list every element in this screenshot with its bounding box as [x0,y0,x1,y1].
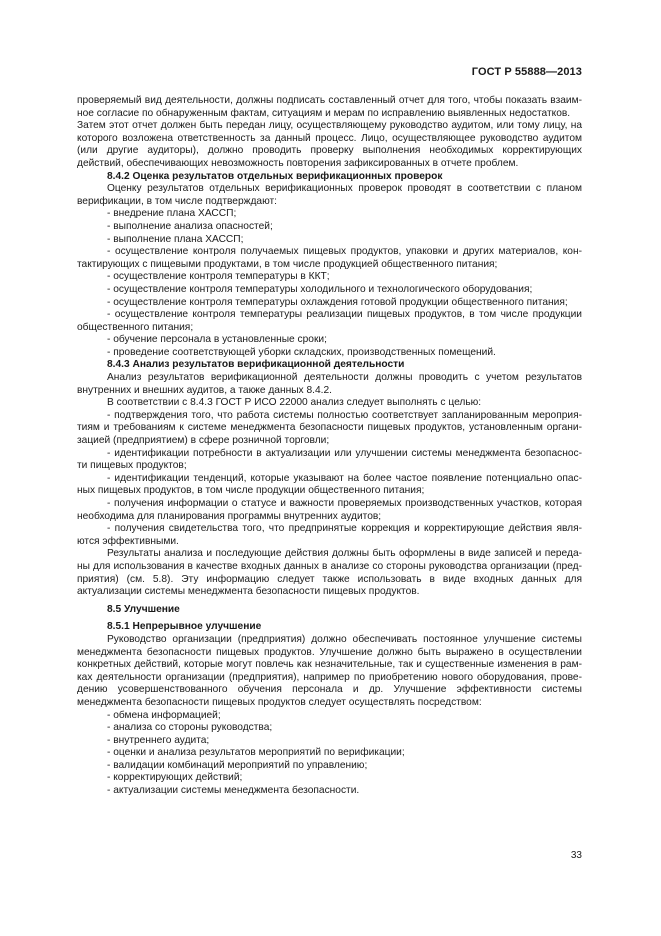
text-line: приятия) (см. 5.8). Эту информацию следует также использовать в виде входных данных для [77,573,582,585]
text-line: актуализации системы менеджмента безопасности пищевых продуктов. [77,586,420,598]
text-line: конкретных действий, которые могут повлечь как незначительные, так и существенные изменения в рам- [77,659,582,671]
text-line: Затем этот отчет должен быть передан лицу, осуществляющему руководство аудитом, или тому лицу, на [77,120,582,132]
text-line: - обучение персонала в установленные сроки; [107,334,327,346]
text-line: - получения свидетельства того, что предпринятые коррекция и корректирующие действия явля- [107,523,582,535]
text-line: - оценки и анализа результатов мероприятий по верификации; [107,747,405,759]
text-line: ются эффективными. [77,535,179,547]
text-line: - получения информации о статусе и важности проверяемых производственных участков, которая [107,498,582,509]
text-line: В соответствии с 8.4.3 ГОСТ Р ИСО 22000 анализ следует выполнять с целью: [107,397,482,409]
text-line: - осуществление контроля температуры реализации пищевых продуктов, в том числе продукции [107,309,582,321]
text-line: тактирующих с пищевыми продуктами, в том числе продукцией общественного питания; [77,258,498,270]
text-line: - внедрение плана ХАССП; [107,208,237,220]
text-line: ных пищевых продуктов, в том числе продукции общественного питания; [77,485,425,497]
text-line: - подтверждения того, что работа системы полностью соответствует запланированным мероприя- [107,409,582,421]
text-line: действий, обеспечивающих невозможность повторения зафиксированных в отчете проблем. [77,157,519,169]
text-line: - корректирующих действий; [107,772,243,784]
text-line: ное согласие по обнаруженным фактам, ситуациям и мерам по исправлению выявленных недостатков. [77,107,571,119]
standard-header: ГОСТ Р 55888—2013 [471,66,582,78]
text-line: Анализ результатов верификационной деятельности должны проводить с учетом результатов [107,372,582,384]
text-line: - валидации комбинаций мероприятий по управлению; [107,759,368,771]
text-line: Результаты анализа и последующие действия должны быть оформлены в виде записей и переда- [107,548,582,560]
section-heading: 8.5 Улучшение [107,603,180,615]
text-line: - осуществление контроля температуры охлаждения готовой продукции общественного питания; [107,296,568,308]
text-line: ках деятельности организации (предприятия), например по приобретению нового оборудования, прове- [77,671,582,683]
text-line: ти пищевых продуктов; [77,460,187,472]
text-line: проверяемый вид деятельности, должны подписать составленный отчет для того, чтобы показать взаим- [77,95,582,106]
text-line: (или другие аудиторы), должно проводить проверку выполнения необходимых корректирующих [77,145,582,157]
text-line: - выполнение анализа опасностей; [107,220,273,232]
text-line: - актуализации системы менеджмента безопасности. [107,785,360,797]
section-heading: 8.4.2 Оценка результатов отдельных верификационных проверок [107,170,443,182]
text-line: - идентификации потребности в актуализации или улучшении системы менеджмента безопаснос- [107,447,582,459]
text-line: - идентификации тенденций, которые указывают на более частое появление потенциально опас- [107,472,582,484]
text-line: которого возложена ответственность за данный процесс. Лицо, осуществляющее руководство аудитом [77,132,582,144]
page-number: 33 [570,850,582,861]
text-line: - проведение соответствующей уборки складских, производственных помещений. [107,346,496,358]
text-line: - обмена информацией; [107,709,221,721]
text-line: внутренних и внешних аудитов, а также данных 8.4.2. [77,384,332,396]
text-line: Оценку результатов отдельных верификационных проверок проводят в соответствии с планом [107,183,582,195]
text-line: - осуществление контроля температуры холодильного и технологического оборудования; [107,283,533,295]
text-line: зацией (предприятием) в сфере розничной торговли; [77,435,330,447]
text-line: менеджмента безопасности пищевых продуктов следует осуществлять посредством: [77,696,482,708]
text-line: необходима для планирования программы внутренних аудитов; [77,510,382,522]
section-heading: 8.5.1 Непрерывное улучшение [107,621,262,633]
text-line: ны для использования в качестве входных данных в анализе со стороны руководства организации (пред- [77,560,582,572]
text-line: - внутреннего аудита; [107,734,210,746]
text-line: - осуществление контроля температуры в ККТ; [107,271,330,283]
text-line: верификации, в том числе подтверждают: [77,195,277,207]
text-line: дению усовершенствованного обучения персонала и др. Улучшение эффективности системы [77,684,582,696]
text-line: общественного питания; [77,321,194,333]
text-line: тиям и требованиям к системе менеджмента безопасности пищевых продуктов, установленным органи- [77,422,582,434]
text-line: Руководство организации (предприятия) должно обеспечивать постоянное улучшение системы [107,633,582,645]
text-line: менеджмента безопасности пищевых продуктов. Улучшение должно быть выражено в осуществлении [77,646,582,658]
section-heading: 8.4.3 Анализ результатов верификационной деятельности [107,359,405,371]
document-body [77,95,582,798]
text-line: - осуществление контроля получаемых пищевых продуктов, упаковки и других материалов, кон- [107,246,582,258]
text-line: - анализа со стороны руководства; [107,722,273,734]
text-line: - выполнение плана ХАССП; [107,233,244,245]
